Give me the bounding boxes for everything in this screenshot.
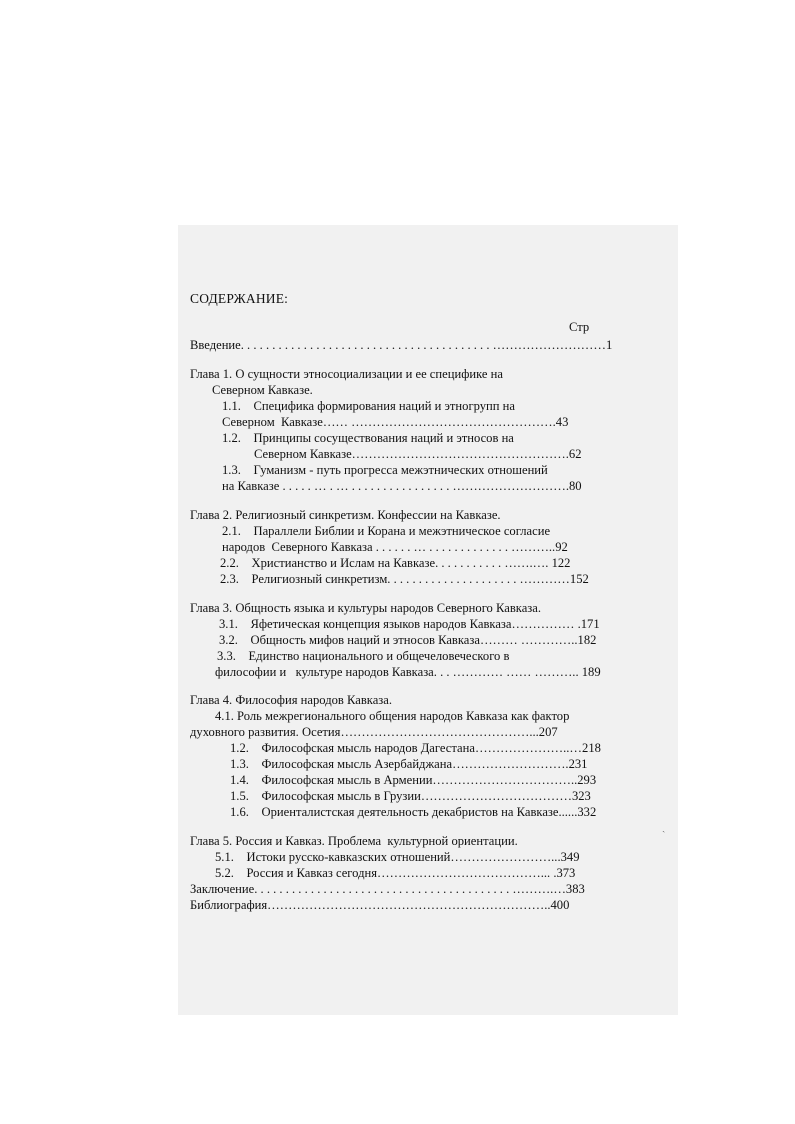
- page-column-header: Стр: [569, 320, 590, 334]
- toc-line: 3.1. Яфетическая концепция языков народов Кавказа…………… .171: [219, 617, 600, 631]
- toc-line: Северном Кавказе…………………………………………….62: [254, 447, 582, 461]
- toc-line: Северном Кавказе.: [212, 383, 313, 397]
- toc-line: 2.1. Параллели Библии и Корана и межэтническое согласие: [222, 524, 551, 538]
- toc-line: философии и культуре народов Кавказа. . . ………… …… ……….. 189: [215, 665, 601, 679]
- toc-line-introduction: Введение. . . . . . . . . . . . . . . . . . . . . . . . . . . . . . . . . . . . . . . . ………………………1: [190, 338, 613, 352]
- toc-line: 5.1. Истоки русско-кавказских отношений……………………...349: [215, 850, 580, 864]
- toc-line: Северном Кавказе…… ………………………………………….43: [222, 415, 569, 429]
- toc-line: 2.2. Христианство и Ислам на Кавказе. . . . . . . . . . . …….…. 122: [220, 556, 571, 570]
- toc-line-chapter-4: Глава 4. Философия народов Кавказа.: [190, 693, 392, 707]
- toc-line: 1.5. Философская мысль в Грузии………………………………323: [230, 789, 591, 803]
- toc-line: 1.2. Философская мысль народов Дагестана…………………..…218: [230, 741, 601, 755]
- toc-line: 1.4. Философская мысль в Армении……………………………..293: [230, 773, 597, 787]
- toc-line: народов Северного Кавказа . . . . . . … . . . . . . . . . . . . . ………..92: [222, 540, 568, 554]
- toc-line: 2.3. Религиозный синкретизм. . . . . . . . . . . . . . . . . . . . . …………152: [220, 572, 589, 586]
- toc-line: 3.2. Общность мифов наций и этносов Кавказа……… …………..182: [219, 633, 597, 647]
- toc-line: 1.6. Ориенталистская деятельность декабристов на Кавказе......332: [230, 805, 597, 819]
- toc-line: 1.1. Специфика формирования наций и этногрупп на: [222, 399, 515, 413]
- toc-line-chapter-2: Глава 2. Религиозный синкретизм. Конфессии на Кавказе.: [190, 508, 501, 522]
- toc-line-chapter-5: Глава 5. Россия и Кавказ. Проблема культурной ориентации.: [190, 834, 518, 848]
- toc-line: 1.3. Гуманизм - путь прогресса межэтнических отношений: [222, 463, 548, 477]
- toc-line-chapter-1: Глава 1. О сущности этносоциализации и ее специфике на: [190, 367, 503, 381]
- toc-line: 4.1. Роль межрегионального общения народов Кавказа как фактор: [215, 709, 570, 723]
- page-title: СОДЕРЖАНИЕ:: [190, 291, 289, 306]
- toc-line: на Кавказе . . . . . … . … . . . . . . . . . . . . . . . . ……………………….80: [222, 479, 582, 493]
- toc-line: 1.2. Принципы сосуществования наций и этносов на: [222, 431, 514, 445]
- toc-line: 3.3. Единство национального и общечеловеческого в: [217, 649, 510, 663]
- toc-line: духовного развития. Осетия………………………………………...207: [190, 725, 558, 739]
- toc-line-conclusion: Заключение. . . . . . . . . . . . . . . . . . . . . . . . . . . . . . . . . . . . . . . . . ……….…383: [190, 882, 585, 896]
- scan-speck: ˎ: [662, 822, 666, 833]
- toc-line-chapter-3: Глава 3. Общность языка и культуры народов Северного Кавказа.: [190, 601, 542, 615]
- toc-line: 5.2. Россия и Кавказ сегодня…………………………………... .373: [215, 866, 576, 880]
- toc-line: 1.3. Философская мысль Азербайджана……………………….231: [230, 757, 588, 771]
- toc-line-bibliography: Библиография…………………………………………………………..400: [190, 898, 570, 912]
